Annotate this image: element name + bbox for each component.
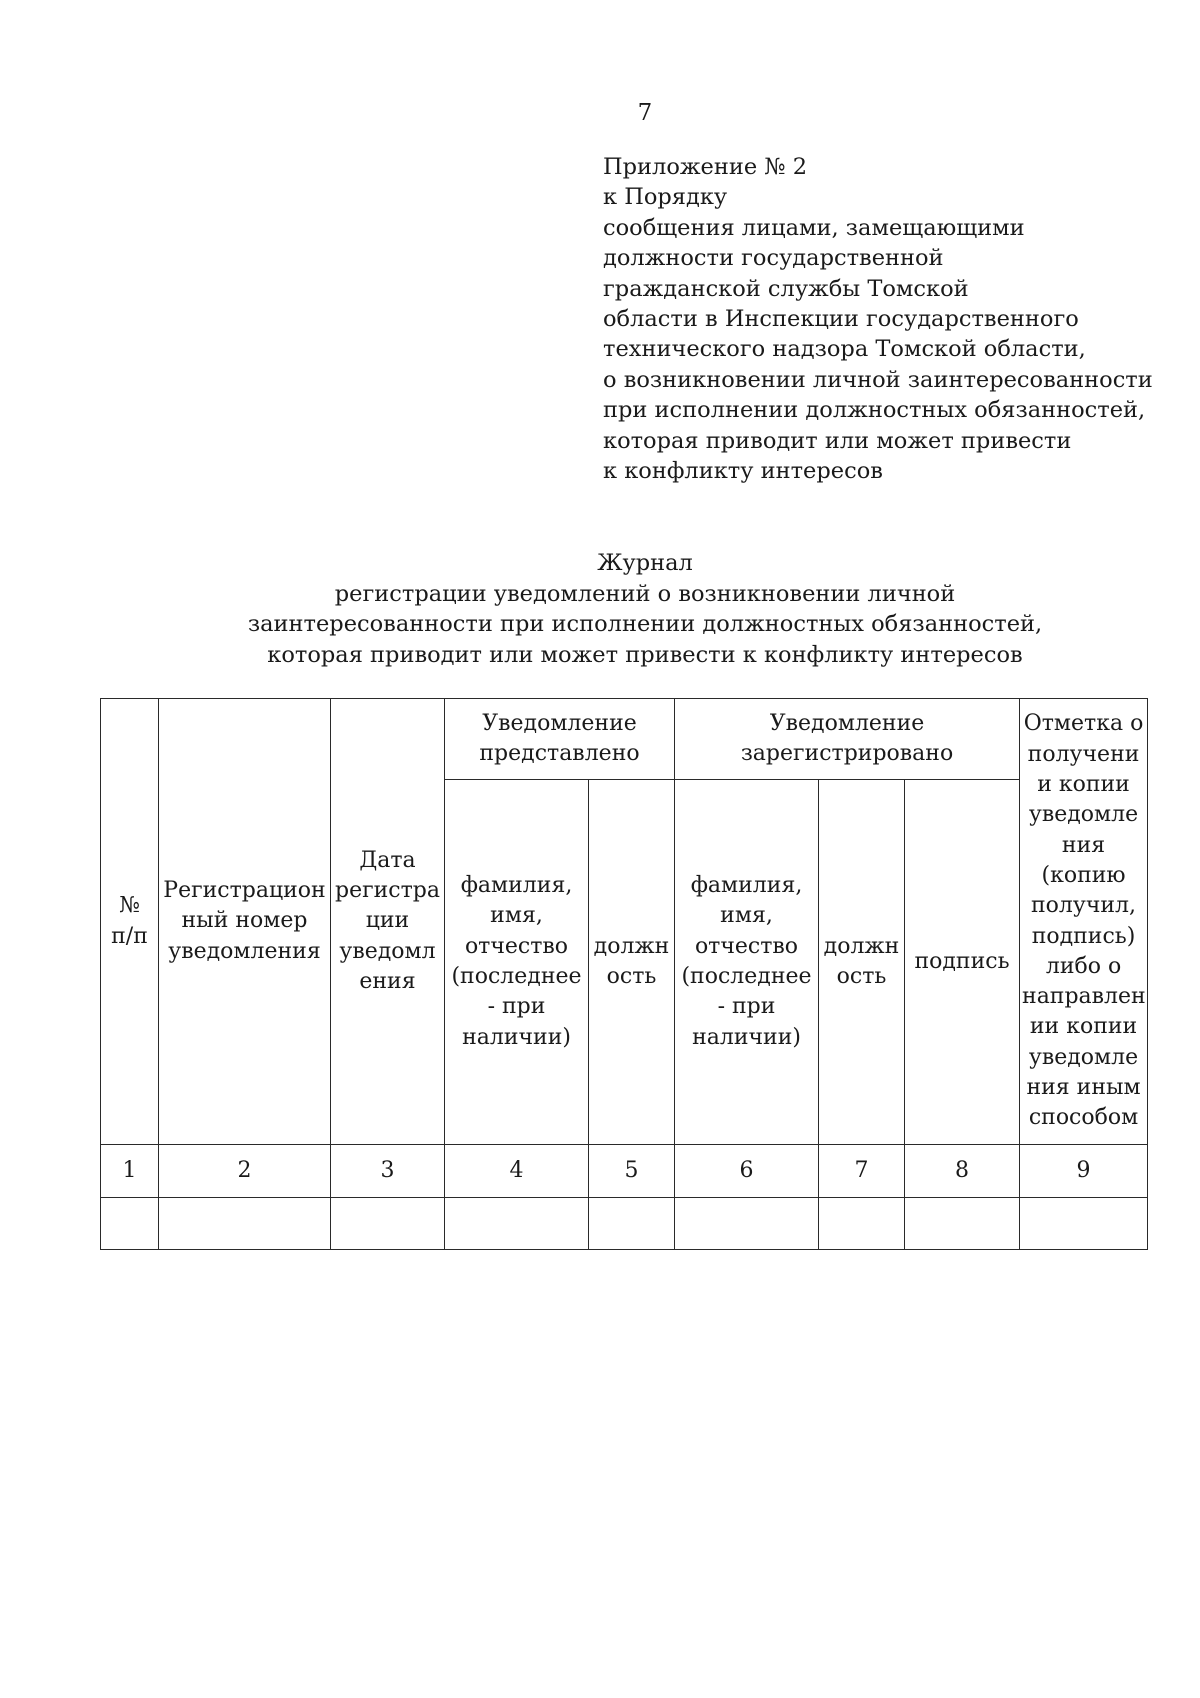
register-table	[100, 698, 1148, 1250]
header-text-line: имя,	[720, 903, 773, 929]
column-number: 4	[445, 1145, 589, 1198]
header-text-line: подпись	[914, 948, 1010, 974]
appendix-line: при исполнении должностных обязанностей,	[603, 397, 1146, 424]
column-number: 3	[331, 1145, 445, 1198]
header-text-line: регистра	[335, 878, 440, 904]
header-text-line: Дата	[359, 847, 416, 873]
header-text-line: фамилия,	[690, 873, 803, 899]
header-text-line: уведомления	[168, 938, 321, 964]
header-col-registrar-position	[819, 780, 905, 1145]
appendix-line: к конфликту интересов	[603, 458, 883, 485]
header-text-line: п/п	[111, 923, 148, 949]
header-text-line: уведомле	[1028, 802, 1139, 828]
header-text-line: (последнее	[681, 964, 812, 989]
header-text-line: Уведомление	[769, 710, 925, 736]
column-number: 8	[905, 1145, 1020, 1198]
header-col-submitter-position	[589, 780, 675, 1145]
header-col-reg-number	[159, 699, 331, 1145]
journal-subtitle-line: регистрации уведомлений о возникновении личной	[334, 580, 956, 607]
empty-cell	[905, 1198, 1020, 1250]
appendix-line: области в Инспекции государственного	[603, 306, 1079, 333]
header-text-line: Регистрацион	[163, 878, 326, 904]
empty-cell	[589, 1198, 675, 1250]
appendix-line: о возникновении личной заинтересованности	[603, 366, 1153, 393]
empty-cell	[159, 1198, 331, 1250]
header-text-line: отчество	[694, 933, 799, 959]
empty-cell	[1020, 1198, 1148, 1250]
header-col-number	[101, 699, 159, 1145]
header-col-registrar-name	[675, 780, 819, 1145]
appendix-line: сообщения лицами, замещающими	[603, 214, 1025, 241]
header-text-line: имя,	[490, 903, 543, 929]
header-text-line: получени	[1027, 741, 1140, 767]
header-text-line: Уведомление	[482, 710, 637, 736]
header-text-line: представлено	[479, 741, 640, 766]
header-text-line: должн	[593, 933, 670, 959]
appendix-line: технического надзора Томской области,	[603, 336, 1086, 363]
header-text-line: ения	[359, 968, 416, 994]
header-text-line: ный номер	[181, 908, 308, 934]
header-text-line: ии копии	[1029, 1014, 1138, 1040]
journal-subtitle-line: заинтересованности при исполнении должностных обязанностей,	[247, 611, 1043, 637]
journal-title-block	[0, 548, 1200, 670]
empty-cell	[819, 1198, 905, 1250]
empty-cell	[675, 1198, 819, 1250]
header-text-line: и копии	[1037, 772, 1130, 798]
empty-cell	[331, 1198, 445, 1250]
column-number: 6	[675, 1145, 819, 1198]
journal-title: Журнал	[597, 550, 693, 576]
column-number: 5	[589, 1145, 675, 1198]
header-text-line: ость	[836, 964, 887, 989]
header-text-line: отчество	[464, 933, 569, 959]
appendix-line: которая приводит или может привести	[603, 427, 1072, 454]
header-text-line: должн	[823, 933, 900, 959]
empty-cell	[445, 1198, 589, 1250]
header-text-line: №	[119, 893, 140, 919]
header-text-line: Отметка о	[1023, 711, 1144, 737]
journal-subtitle-line: которая приводит или может привести к конфликту интересов	[267, 641, 1023, 668]
empty-table-row	[101, 1198, 1148, 1250]
appendix-header	[603, 152, 1163, 486]
header-text-line: (последнее	[451, 964, 582, 989]
header-text-line: уведомл	[339, 938, 436, 964]
header-col-copy-receipt	[1020, 699, 1148, 1145]
header-text-line: - при	[717, 994, 776, 1020]
header-col-reg-date	[331, 699, 445, 1145]
header-col-signature	[905, 780, 1020, 1145]
header-text-line: направлен	[1022, 984, 1146, 1010]
appendix-line: Приложение № 2	[603, 154, 808, 180]
header-col-submitter-name	[445, 780, 589, 1145]
empty-cell	[101, 1198, 159, 1250]
header-text-line: ния	[1061, 832, 1106, 858]
header-text-line: фамилия,	[460, 873, 573, 899]
header-text-line: способом	[1028, 1105, 1139, 1131]
header-text-line: ость	[606, 964, 657, 989]
column-number: 7	[819, 1145, 905, 1198]
header-text-line: ции	[365, 908, 410, 934]
header-group-registered	[675, 699, 1020, 780]
header-text-line: - при	[487, 994, 546, 1020]
appendix-line: должности государственной	[603, 245, 944, 272]
header-text-line: ния иным	[1026, 1074, 1141, 1100]
header-text-line: зарегистрировано	[740, 741, 954, 766]
header-text-line: получил,	[1031, 893, 1137, 919]
header-text-line: подпись)	[1031, 923, 1136, 949]
header-text-line: либо о	[1045, 953, 1122, 979]
appendix-line: к Порядку	[603, 184, 728, 211]
header-text-line: наличии)	[692, 1024, 801, 1050]
header-text-line: наличии)	[462, 1024, 571, 1050]
header-group-submitted	[445, 699, 675, 780]
page-number: 7	[637, 100, 653, 126]
appendix-line: гражданской службы Томской	[603, 275, 969, 302]
header-text-line: уведомле	[1028, 1044, 1139, 1070]
column-number: 1	[101, 1145, 159, 1198]
column-number: 2	[159, 1145, 331, 1198]
column-numbers-row	[101, 1145, 1148, 1198]
column-number: 9	[1020, 1145, 1148, 1198]
header-text-line: (копию	[1041, 862, 1126, 888]
